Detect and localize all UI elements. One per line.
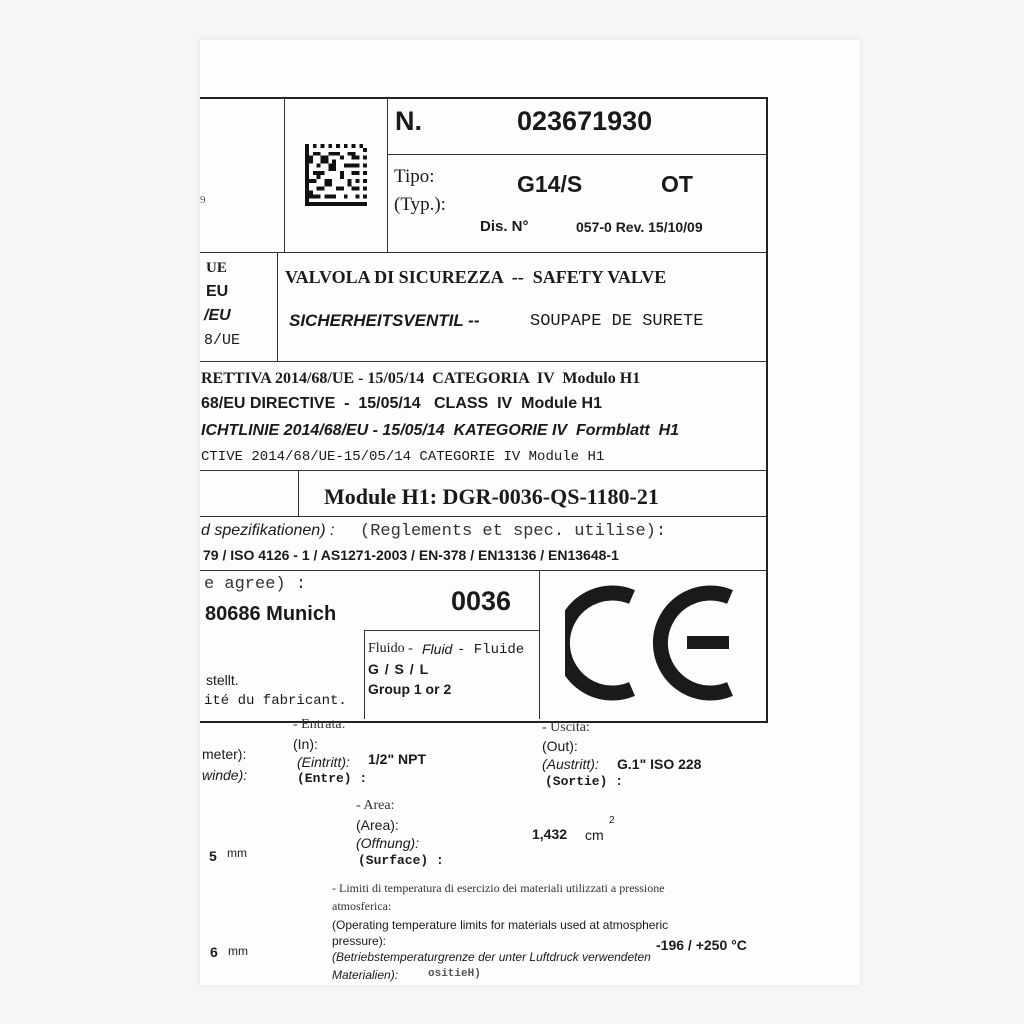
temperature-range: -196 / +250 °C	[656, 937, 747, 953]
area-unit-exponent: 2	[609, 815, 615, 826]
valve-title-it-en: VALVOLA DI SICUREZZA -- SAFETY VALVE	[285, 267, 667, 287]
inlet-label-de: (Eintritt):	[297, 754, 350, 770]
standards-label-de: d spezifikationen) :	[201, 522, 335, 539]
left-partial-text: winde):	[202, 767, 248, 783]
divider	[387, 154, 766, 155]
datamatrix-code	[305, 144, 367, 206]
area-label-fr: (Surface) :	[358, 853, 444, 868]
divider	[200, 570, 766, 571]
type-suffix: OT	[661, 171, 693, 197]
manufacturer-note-fr: ité du fabricant.	[204, 693, 347, 709]
left-partial-text: 8/UE	[204, 332, 241, 349]
temperature-label-it: - Limiti di temperatura di esercizio dei materiali utilizzati a pressione	[332, 881, 665, 895]
fluid-label-en: Fluid	[422, 641, 453, 657]
temperature-label-en: (Operating temperature limits for materials used at atmospheric	[332, 918, 669, 932]
left-partial-text: EU	[206, 283, 229, 300]
divider	[284, 97, 285, 252]
fluid-label-fr: - Fluide	[457, 642, 525, 658]
divider	[200, 470, 766, 471]
inlet-label-it: - Entrata:	[293, 717, 346, 732]
temperature-label-de-cont: Materialien):	[332, 968, 399, 982]
area-label-de: (Offnung):	[356, 835, 420, 851]
area-unit: cm	[585, 827, 604, 843]
left-partial-text: /EU	[204, 307, 231, 324]
directive-fr: CTIVE 2014/68/UE-15/05/14 CATEGORIE IV Module H1	[201, 449, 605, 465]
typ-label: (Typ.):	[394, 194, 446, 215]
drawing-label: Dis. N°	[480, 218, 529, 235]
inlet-value: 1/2" NPT	[368, 751, 426, 767]
divider	[539, 570, 540, 719]
divider	[364, 630, 365, 719]
temperature-label-fr-partial: ositieH)	[428, 968, 481, 980]
standards-label-fr: (Reglements et spec. utilise):	[360, 522, 667, 541]
valve-title-fr: SOUPAPE DE SURETE	[530, 312, 704, 331]
inlet-label-fr: (Entre) :	[297, 771, 368, 786]
module-h1-code: Module H1: DGR-0036-QS-1180-21	[324, 484, 659, 509]
inlet-label-en: (In):	[293, 736, 318, 752]
fluid-label-it: Fluido -	[368, 641, 413, 656]
number-label: N.	[395, 106, 422, 136]
manufacturer-note-de: stellt.	[206, 672, 239, 688]
tipo-label: Tipo:	[394, 166, 435, 187]
outlet-label-it: - Uscita:	[542, 720, 590, 735]
left-partial-value: 5	[209, 848, 217, 864]
directive-en: 68/EU DIRECTIVE - 15/05/14 CLASS IV Module H1	[201, 395, 602, 412]
left-partial-text: UE	[206, 260, 227, 276]
valve-title-de: SICHERHEITSVENTIL --	[289, 311, 480, 330]
left-partial-unit: mm	[227, 846, 247, 860]
type-value: G14/S	[517, 171, 583, 197]
temperature-label-en-cont: pressure):	[332, 934, 387, 948]
outlet-label-de: (Austritt):	[542, 756, 599, 772]
drawing-value: 057-0 Rev. 15/10/09	[576, 219, 703, 235]
standards-list: 79 / ISO 4126 - 1 / AS1271-2003 / EN-378 / EN13136 / EN13648-1	[203, 547, 619, 563]
notified-city: 80686 Munich	[205, 603, 337, 625]
fluid-group: Group 1 or 2	[368, 681, 452, 697]
divider	[387, 97, 388, 252]
fluid-types: G / S / L	[368, 661, 430, 677]
divider	[200, 361, 766, 362]
divider	[298, 470, 299, 516]
divider	[200, 252, 766, 253]
directive-it: RETTIVA 2014/68/UE - 15/05/14 CATEGORIA IV Modulo H1	[201, 370, 641, 387]
outlet-value: G.1" ISO 228	[617, 756, 702, 772]
area-value: 1,432	[532, 826, 568, 842]
divider	[364, 630, 539, 631]
serial-number: 023671930	[517, 106, 653, 136]
ce-mark-icon	[565, 585, 745, 701]
temperature-label-de: (Betriebstemperaturgrenze der unter Luftdruck verwendeten	[332, 950, 651, 964]
notified-agree: e agree) :	[204, 575, 307, 594]
temperature-label-it-cont: atmosferica:	[332, 899, 392, 913]
area-label-it: - Area:	[356, 798, 395, 813]
left-partial-text: meter):	[202, 746, 247, 762]
outlet-label-fr: (Sortie) :	[545, 774, 624, 789]
left-partial-value: 6	[210, 944, 218, 960]
area-label-en: (Area):	[356, 817, 399, 833]
notified-body-number: 0036	[451, 586, 512, 616]
divider	[200, 516, 766, 517]
outlet-label-en: (Out):	[542, 738, 578, 754]
left-partial-text: 9	[200, 194, 206, 206]
divider	[277, 252, 278, 361]
left-partial-unit: mm	[228, 944, 248, 958]
directive-de: ICHTLINIE 2014/68/EU - 15/05/14 KATEGORIE IV Formblatt H1	[201, 422, 680, 439]
